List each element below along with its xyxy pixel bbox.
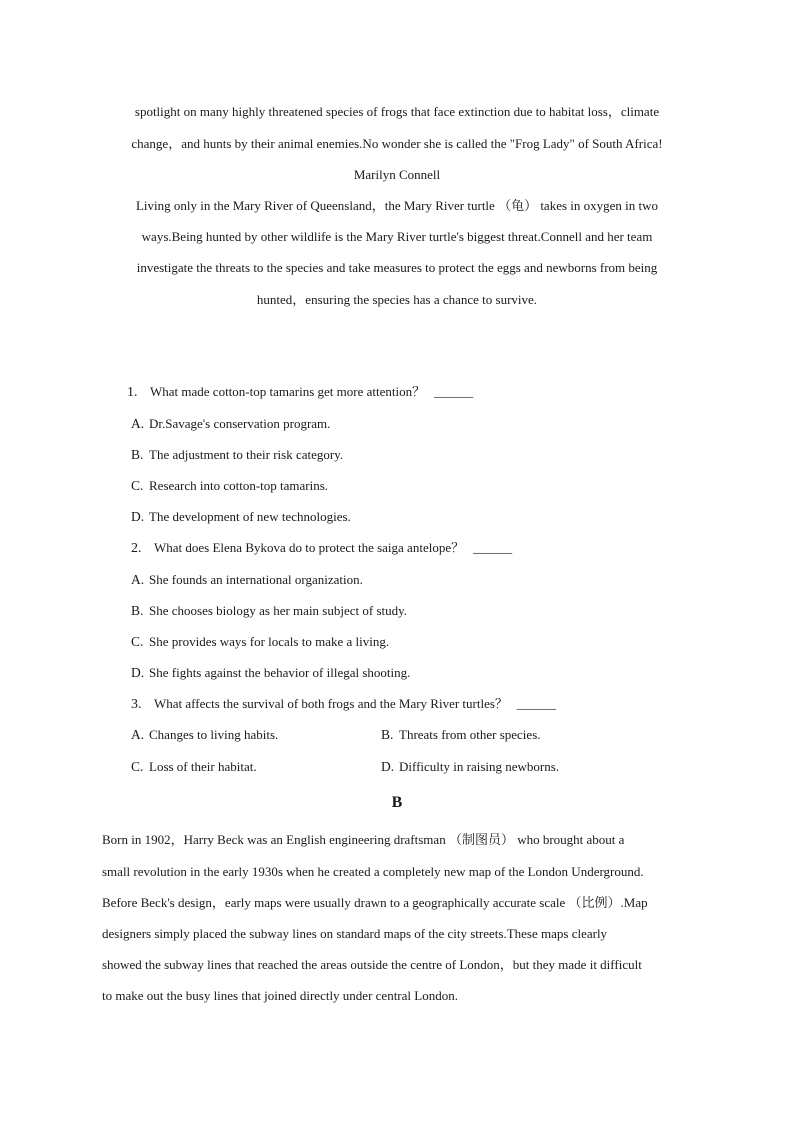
option-a	[127, 408, 631, 439]
option-text: The adjustment to their risk category.	[149, 446, 344, 462]
option-text: Difficulty in raising newborns.	[399, 758, 560, 774]
passage-line: ways.Being hunted by other wildlife is the Mary River turtle's biggest threat.Connell and her team	[141, 229, 653, 245]
option-b	[127, 439, 631, 470]
passage-line: hunted，ensuring the species has a chance to survive.	[256, 291, 538, 307]
passage-line: to make out the busy lines that joined directly under central London.	[102, 988, 458, 1004]
question-text: What affects the survival of both frogs and the Mary River turtles？	[154, 696, 508, 712]
option-c	[131, 751, 381, 782]
profile-name: Marilyn Connell	[353, 166, 441, 182]
option-d	[381, 751, 631, 782]
answer-blank: ______	[516, 696, 556, 712]
answer-blank: ______	[473, 540, 513, 556]
option-text: She chooses biology as her main subject of study.	[149, 602, 408, 618]
option-text: The development of new technologies.	[149, 509, 351, 525]
option-text: Threats from other species.	[399, 727, 541, 743]
question-2	[127, 532, 631, 563]
option-c	[127, 626, 631, 657]
option-text: She founds an international organization.	[149, 571, 363, 587]
passage-a-continuation	[0, 96, 794, 314]
passage-line: Living only in the Mary River of Queensland，the Mary River turtle （龟） takes in oxygen in two	[135, 198, 659, 213]
option-c	[127, 470, 631, 501]
option-label: C.	[131, 477, 144, 493]
passage-line: small revolution in the early 1930s when he created a completely new map of the London Underground.	[102, 863, 644, 879]
option-a	[131, 719, 381, 750]
passage-line: showed the subway lines that reached the areas outside the centre of London，but they made it difficult	[102, 957, 642, 973]
option-b	[381, 719, 631, 750]
option-label: C.	[131, 633, 144, 649]
answer-blank: ______	[434, 384, 474, 400]
question-number: 2.	[131, 541, 142, 557]
option-label: A.	[131, 727, 145, 743]
option-row-ab	[127, 719, 631, 750]
option-label: A.	[131, 415, 145, 431]
option-label: A.	[131, 571, 145, 587]
option-row-cd	[127, 751, 631, 782]
passage-line: investigate the threats to the species and take measures to protect the eggs and newborns from being	[136, 260, 658, 276]
option-label: D.	[131, 509, 145, 525]
option-text: She fights against the behavior of illegal shooting.	[149, 665, 411, 681]
option-text: She provides ways for locals to make a living.	[149, 633, 390, 649]
section-heading: B	[391, 794, 403, 812]
option-label: B.	[131, 602, 144, 618]
option-label: D.	[131, 665, 145, 681]
option-text: Changes to living habits.	[149, 727, 279, 743]
question-text: What does Elena Bykova do to protect the saiga antelope？	[154, 540, 465, 556]
passage-line: Born in 1902，Harry Beck was an English engineering draftsman （制图员） who brought about a	[102, 832, 625, 848]
passage-line: designers simply placed the subway lines on standard maps of the city streets.These maps clearly	[102, 926, 608, 941]
option-text: Loss of their habitat.	[149, 758, 257, 774]
option-a	[127, 564, 631, 595]
option-d	[127, 501, 631, 532]
passage-line: Before Beck's design，early maps were usually drawn to a geographically accurate scale （比例）.Map	[102, 894, 648, 910]
question-text: What made cotton-top tamarins get more attention？	[150, 384, 426, 400]
option-label: B.	[131, 446, 144, 462]
option-label: C.	[131, 758, 144, 774]
option-d	[127, 657, 631, 688]
option-text: Dr.Savage's conservation program.	[149, 415, 331, 431]
question-list	[127, 376, 631, 781]
option-label: D.	[381, 758, 395, 774]
question-1	[127, 376, 631, 407]
passage-b	[102, 824, 648, 1011]
option-b	[127, 595, 631, 626]
passage-line: change，and hunts by their animal enemies.No wonder she is called the "Frog Lady" of South Africa!	[131, 135, 663, 151]
question-number: 3.	[131, 697, 142, 713]
option-text: Research into cotton-top tamarins.	[149, 477, 329, 493]
option-label: B.	[381, 727, 394, 743]
passage-line: spotlight on many highly threatened species of frogs that face extinction due to habitat loss，climate	[134, 104, 660, 120]
question-number: 1.	[127, 385, 138, 401]
question-3	[127, 688, 631, 719]
